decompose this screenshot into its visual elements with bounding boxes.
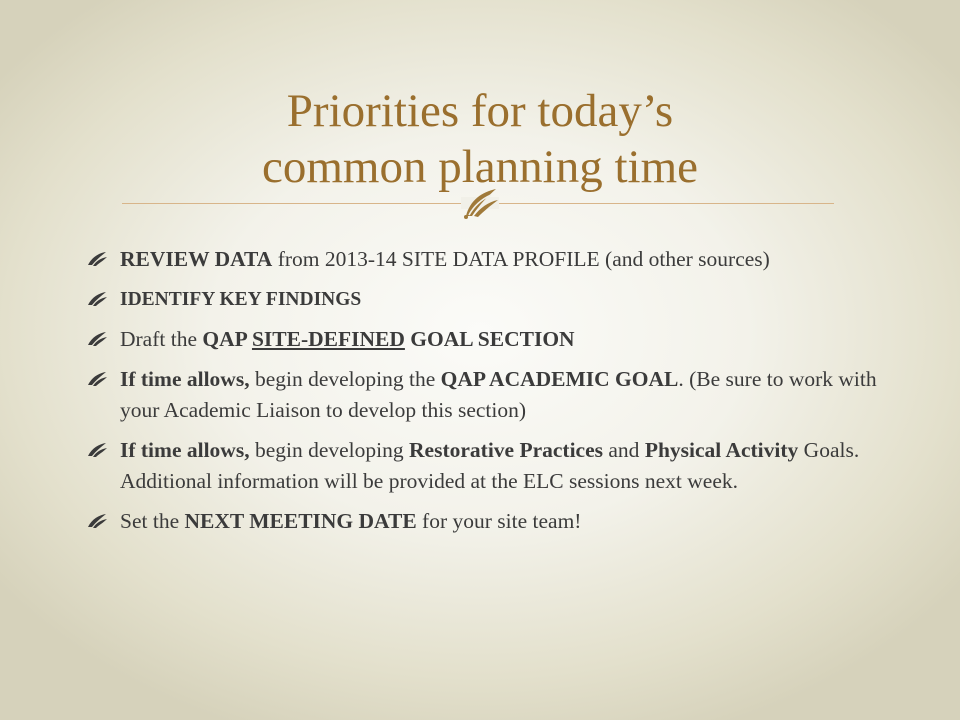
quill-bullet-icon [86,251,108,267]
quill-bullet-icon [86,371,108,387]
bullet-text: . (Be sure to work with your Academic Liaison to develop this section) [120,367,877,422]
title-line-1: Priorities for today’s [286,85,674,138]
bullet-bold: If time allows, [120,367,250,391]
fleur-ornament-icon [455,183,505,223]
quill-bullet-icon [86,513,108,529]
quill-bullet-icon [86,291,108,307]
bullet-text: and [603,438,645,462]
bullet-text: begin developing the [249,367,441,391]
bullet-bold: IDENTIFY KEY FINDINGS [120,289,362,310]
slide-title [120,83,840,195]
list-item [86,244,886,275]
bullet-bold: NEXT MEETING DATE [184,509,417,533]
bullet-bold: Physical Activity [644,438,799,462]
bullet-text: from 2013-14 SITE DATA PROFILE (and other sources) [272,247,770,271]
title-line-2: common planning time [262,141,698,194]
bullet-bold: GOAL SECTION [404,327,575,351]
bullet-text: Draft the [120,327,203,351]
bullet-list [86,244,886,546]
bullet-text: for your site team! [416,509,582,533]
list-item [86,324,886,355]
bullet-text: Goals. Additional information will be provided at the ELC sessions next week. [120,438,860,493]
list-item [86,364,886,426]
list-item [86,284,886,315]
quill-bullet-icon [86,331,108,347]
bullet-bold: QAP ACADEMIC GOAL [440,367,679,391]
quill-bullet-icon [86,442,108,458]
list-item [86,506,886,537]
bullet-underlined: SITE-DEFINED [251,327,405,351]
bullet-bold: QAP [202,327,252,351]
bullet-bold: REVIEW DATA [120,247,273,271]
list-item [86,435,886,497]
bullet-bold: If time allows, [120,438,250,462]
bullet-bold: Restorative Practices [409,438,604,462]
bullet-text: Set the [120,509,185,533]
bullet-text: begin developing [249,438,410,462]
